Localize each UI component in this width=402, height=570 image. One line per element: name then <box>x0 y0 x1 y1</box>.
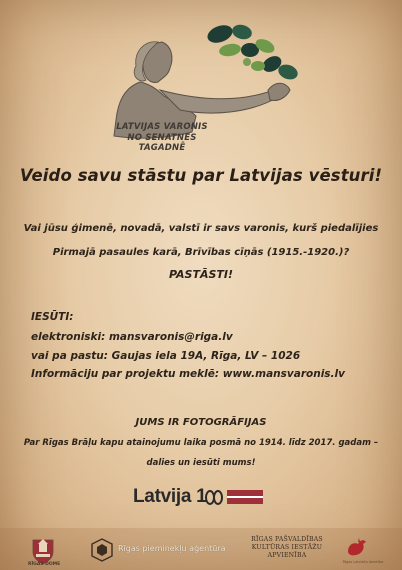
call-to-action: PASTĀSTI! <box>168 268 234 281</box>
photos-line1: Par Rīgas Brāļu kapu atainojumu laika posmā no 1914. līdz 2017. gadam – <box>23 438 379 448</box>
photos-heading: JUMS IR FOTOGRĀFIJAS <box>135 417 267 428</box>
monument-agency-icon <box>90 538 114 562</box>
zero-zero-icon <box>207 490 223 505</box>
question-line1: Vai jūsu ģimenē, novadā, valstī ir savs varonis, kurš piedalījies <box>23 223 379 234</box>
page-title: Veido savu stāstu par Latvijas vēsturi! <box>19 166 383 185</box>
send-heading: IESŪTI: <box>31 311 74 323</box>
monument-agency-label: Rīgas pieminekļu aģentūra <box>118 544 226 553</box>
send-email-line[interactable]: elektroniski: mansvaronis@riga.lv <box>31 331 233 343</box>
question-line2: Pirmajā pasaules karā, Brīvības cīņās (1915.-1920.)? <box>52 247 350 258</box>
send-post-line: vai pa pastu: Gaujas iela 19A, Rīga, LV – 1026 <box>31 350 301 362</box>
project-info-line[interactable]: Informāciju par projektu meklē: www.mansvaronis.lv <box>31 368 345 380</box>
rpk-line3: APVIENĪBA <box>267 552 307 559</box>
logo-title-line1: LATVIJAS VARONIS <box>116 122 208 132</box>
latvian-society-label: Rīgas Latviešu biedrība <box>342 560 384 564</box>
latvian-flag-icon <box>227 490 263 504</box>
culture-institutions-logo <box>242 536 332 560</box>
oak-leaves-icon <box>205 22 300 82</box>
rpk-line1: RĪGAS PAŠVALDĪBAS <box>251 536 323 543</box>
photos-line2: dalies un iesūti mums! <box>146 458 256 468</box>
logo-title-line2: NO SENATNES TAGADNĒ <box>127 133 197 153</box>
latvija-100-logo <box>133 485 263 509</box>
rpk-line2: KULTŪRAS IESTĀŽU <box>251 544 323 551</box>
riga-dome-label: RĪGAS DOME <box>28 562 61 567</box>
rooster-icon <box>344 536 370 558</box>
latvija-100-word: Latvija 1 <box>133 486 207 507</box>
